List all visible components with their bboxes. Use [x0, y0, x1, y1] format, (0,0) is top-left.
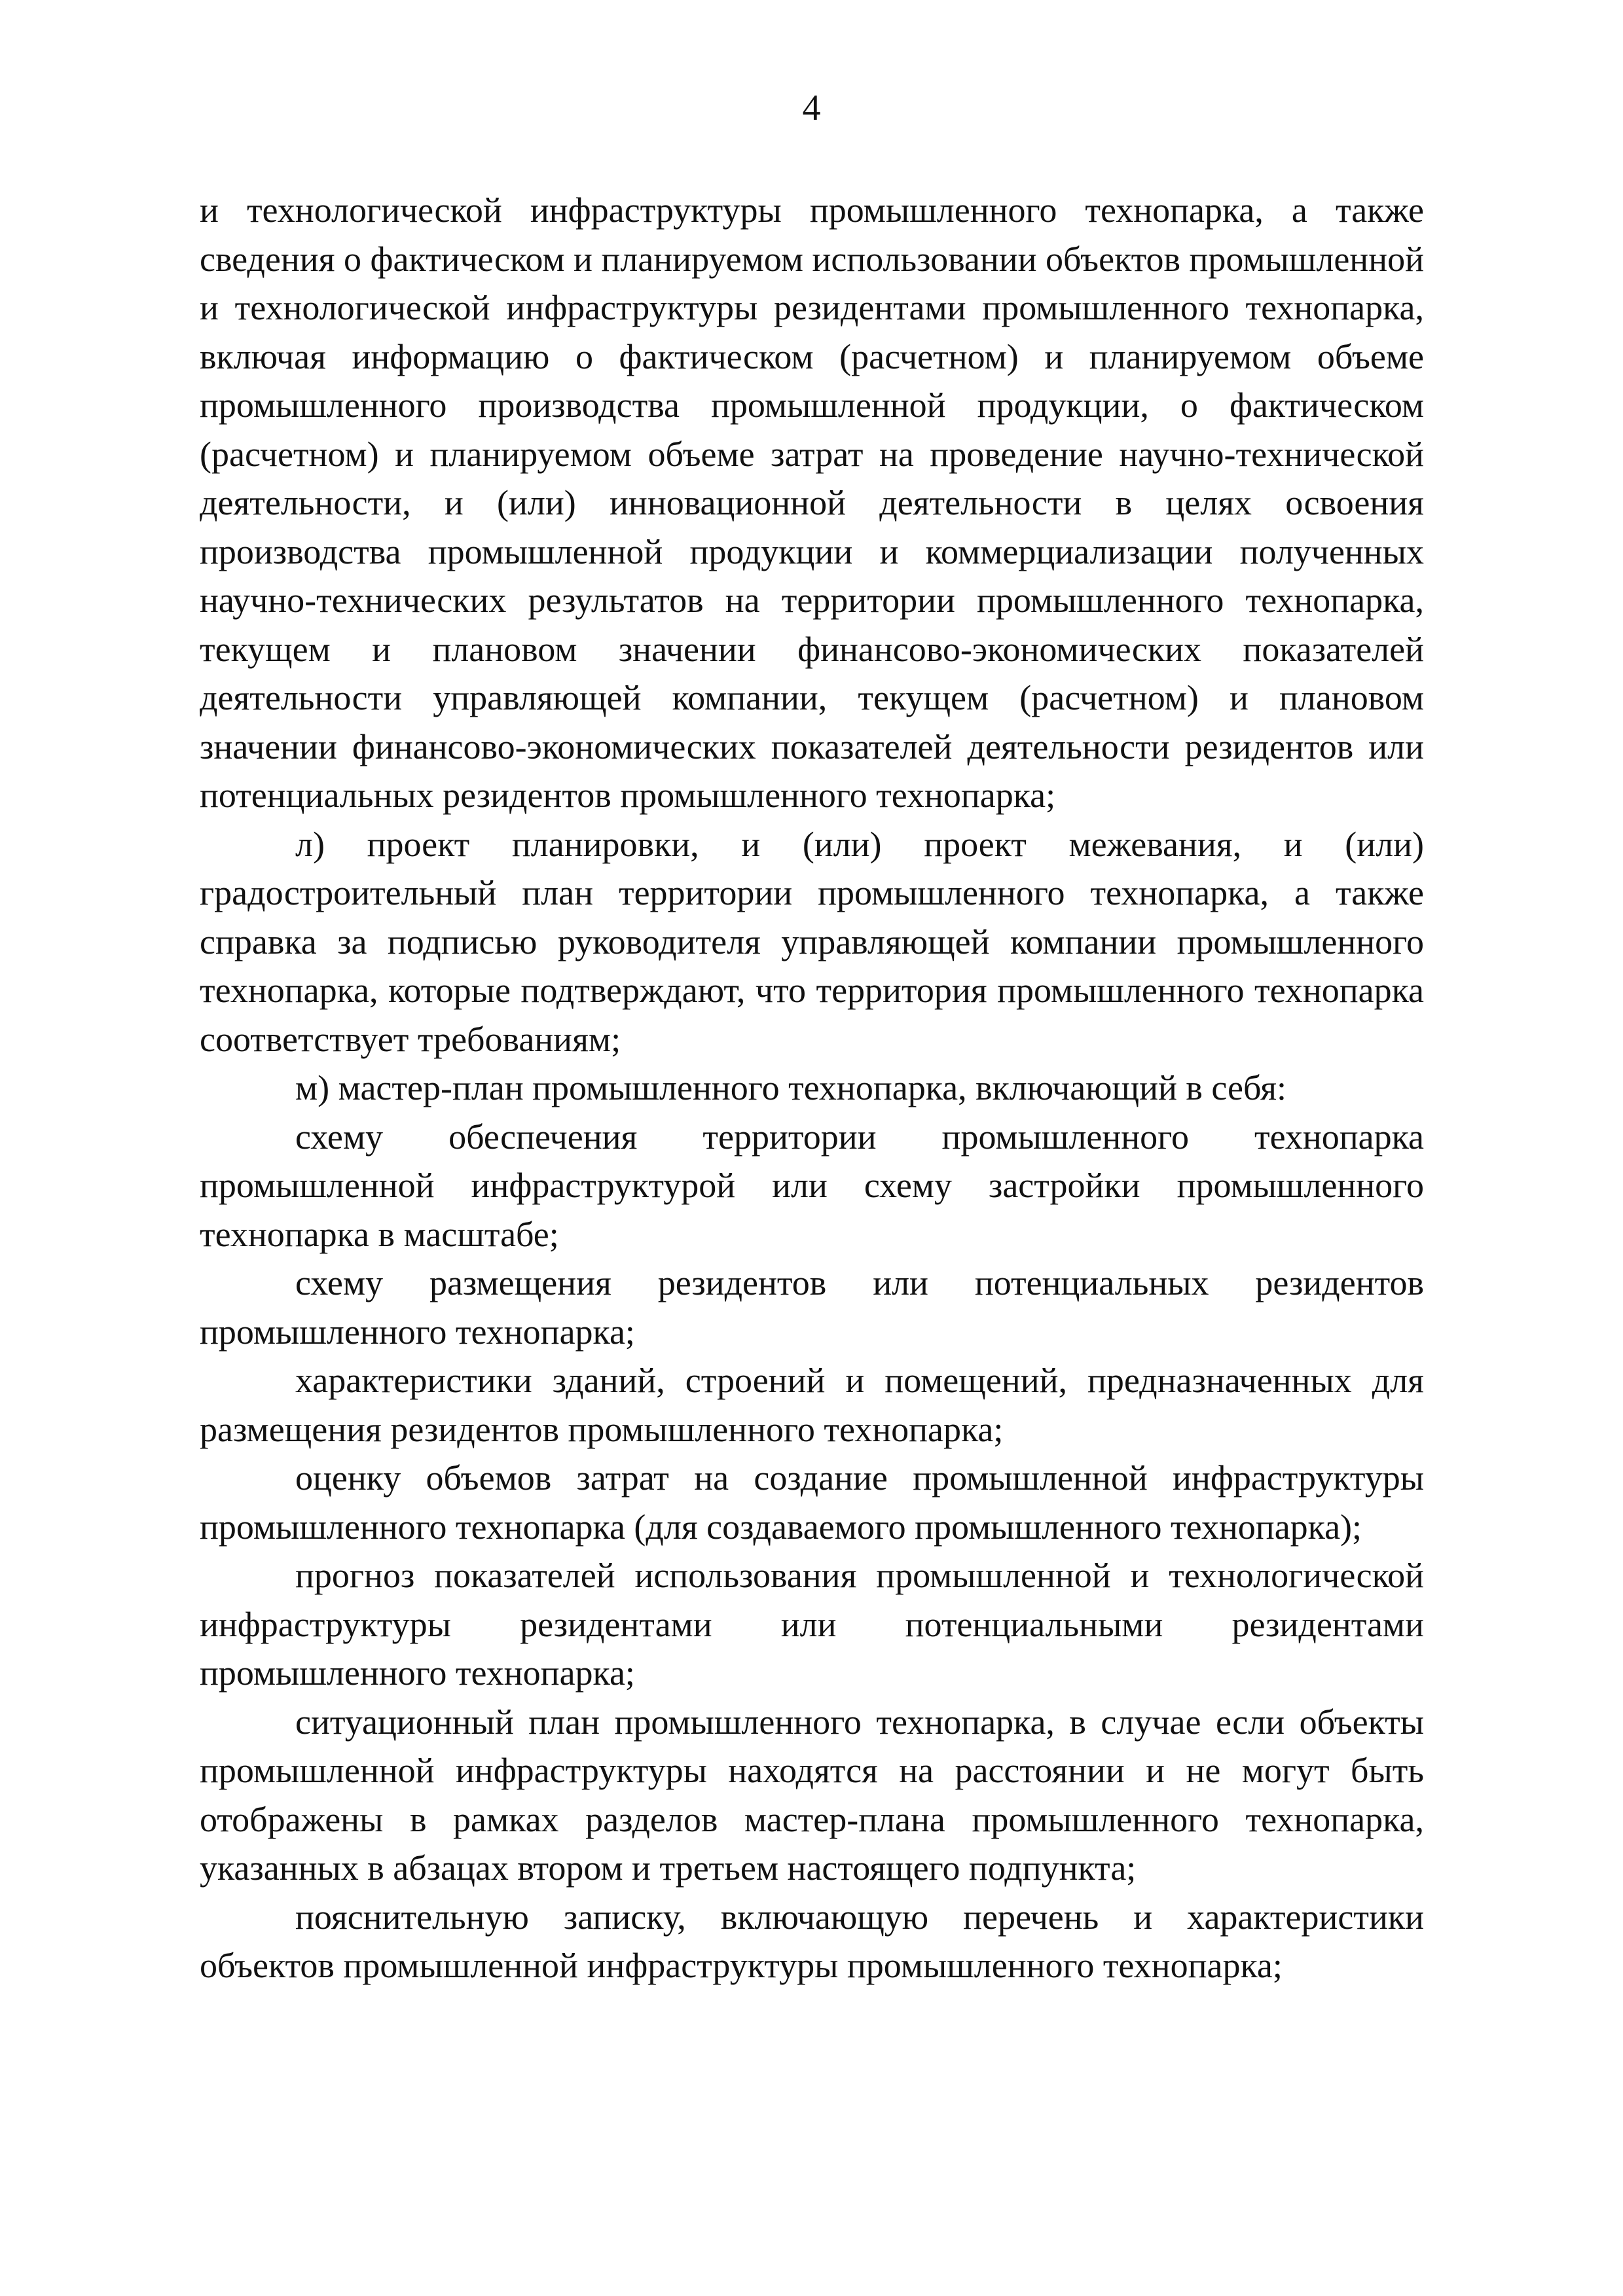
- paragraph-item-l: л) проект планировки, и (или) проект межевания, и (или) градостроительный план территории промышленного технопарка, а также справка за подписью руководителя управляющей компании промышленного технопарка, которые подтверждают, что территория промышленного технопарка соответствует требованиям;: [200, 824, 1424, 1059]
- paragraph-explanatory-note: пояснительную записку, включающую перечень и характеристики объектов промышленной инфраструктуры промышленного технопарка;: [200, 1897, 1424, 1985]
- paragraph-buildings-characteristics: характеристики зданий, строений и помещений, предназначенных для размещения резидентов промышленного технопарка;: [200, 1361, 1424, 1449]
- paragraph-continuation: и технологической инфраструктуры промышленного технопарка, а также сведения о фактическом и планируемом использовании объектов промышленной и технологической инфраструктуры резидентами промышленного технопарка, включая информацию о фактическом (расчетном) и планируемом объеме промышленного производства промышленной продукции, о фактическом (расчетном) и планируемом объеме затрат на проведение научно-технической деятельности, и (или) инновационной деятельности в целях освоения производства промышленной продукции и коммерциализации полученных научно-технических результатов на территории промышленного технопарка, текущем и плановом значении финансово-экономических показателей деятельности управляющей компании, текущем (расчетном) и плановом значении финансово-экономических показателей деятельности резидентов или потенциальных резидентов промышленного технопарка;: [200, 190, 1424, 815]
- paragraph-item-m: м) мастер-план промышленного технопарка, включающий в себя:: [295, 1068, 1286, 1107]
- paragraph-usage-forecast: прогноз показателей использования промышленной и технологической инфраструктуры резидентами или потенциальными резидентами промышленного технопарка;: [200, 1556, 1424, 1693]
- document-body: [200, 186, 1424, 1990]
- page-number: 4: [802, 88, 821, 128]
- paragraph-residents-placement: схему размещения резидентов или потенциальных резидентов промышленного технопарка;: [200, 1263, 1424, 1352]
- paragraph-cost-estimate: оценку объемов затрат на создание промышленной инфраструктуры промышленного технопарка (для создаваемого промышленного технопарка);: [200, 1458, 1424, 1547]
- paragraph-situational-plan: ситуационный план промышленного технопарка, в случае если объекты промышленной инфраструктуры находятся на расстоянии и не могут быть отображены в рамках разделов мастер-плана промышленного технопарка, указанных в абзацах втором и третьем настоящего подпункта;: [200, 1702, 1424, 1888]
- paragraph-master-plan-scheme: схему обеспечения территории промышленного технопарка промышленной инфраструктурой или схему застройки промышленного технопарка в масштабе;: [200, 1117, 1424, 1254]
